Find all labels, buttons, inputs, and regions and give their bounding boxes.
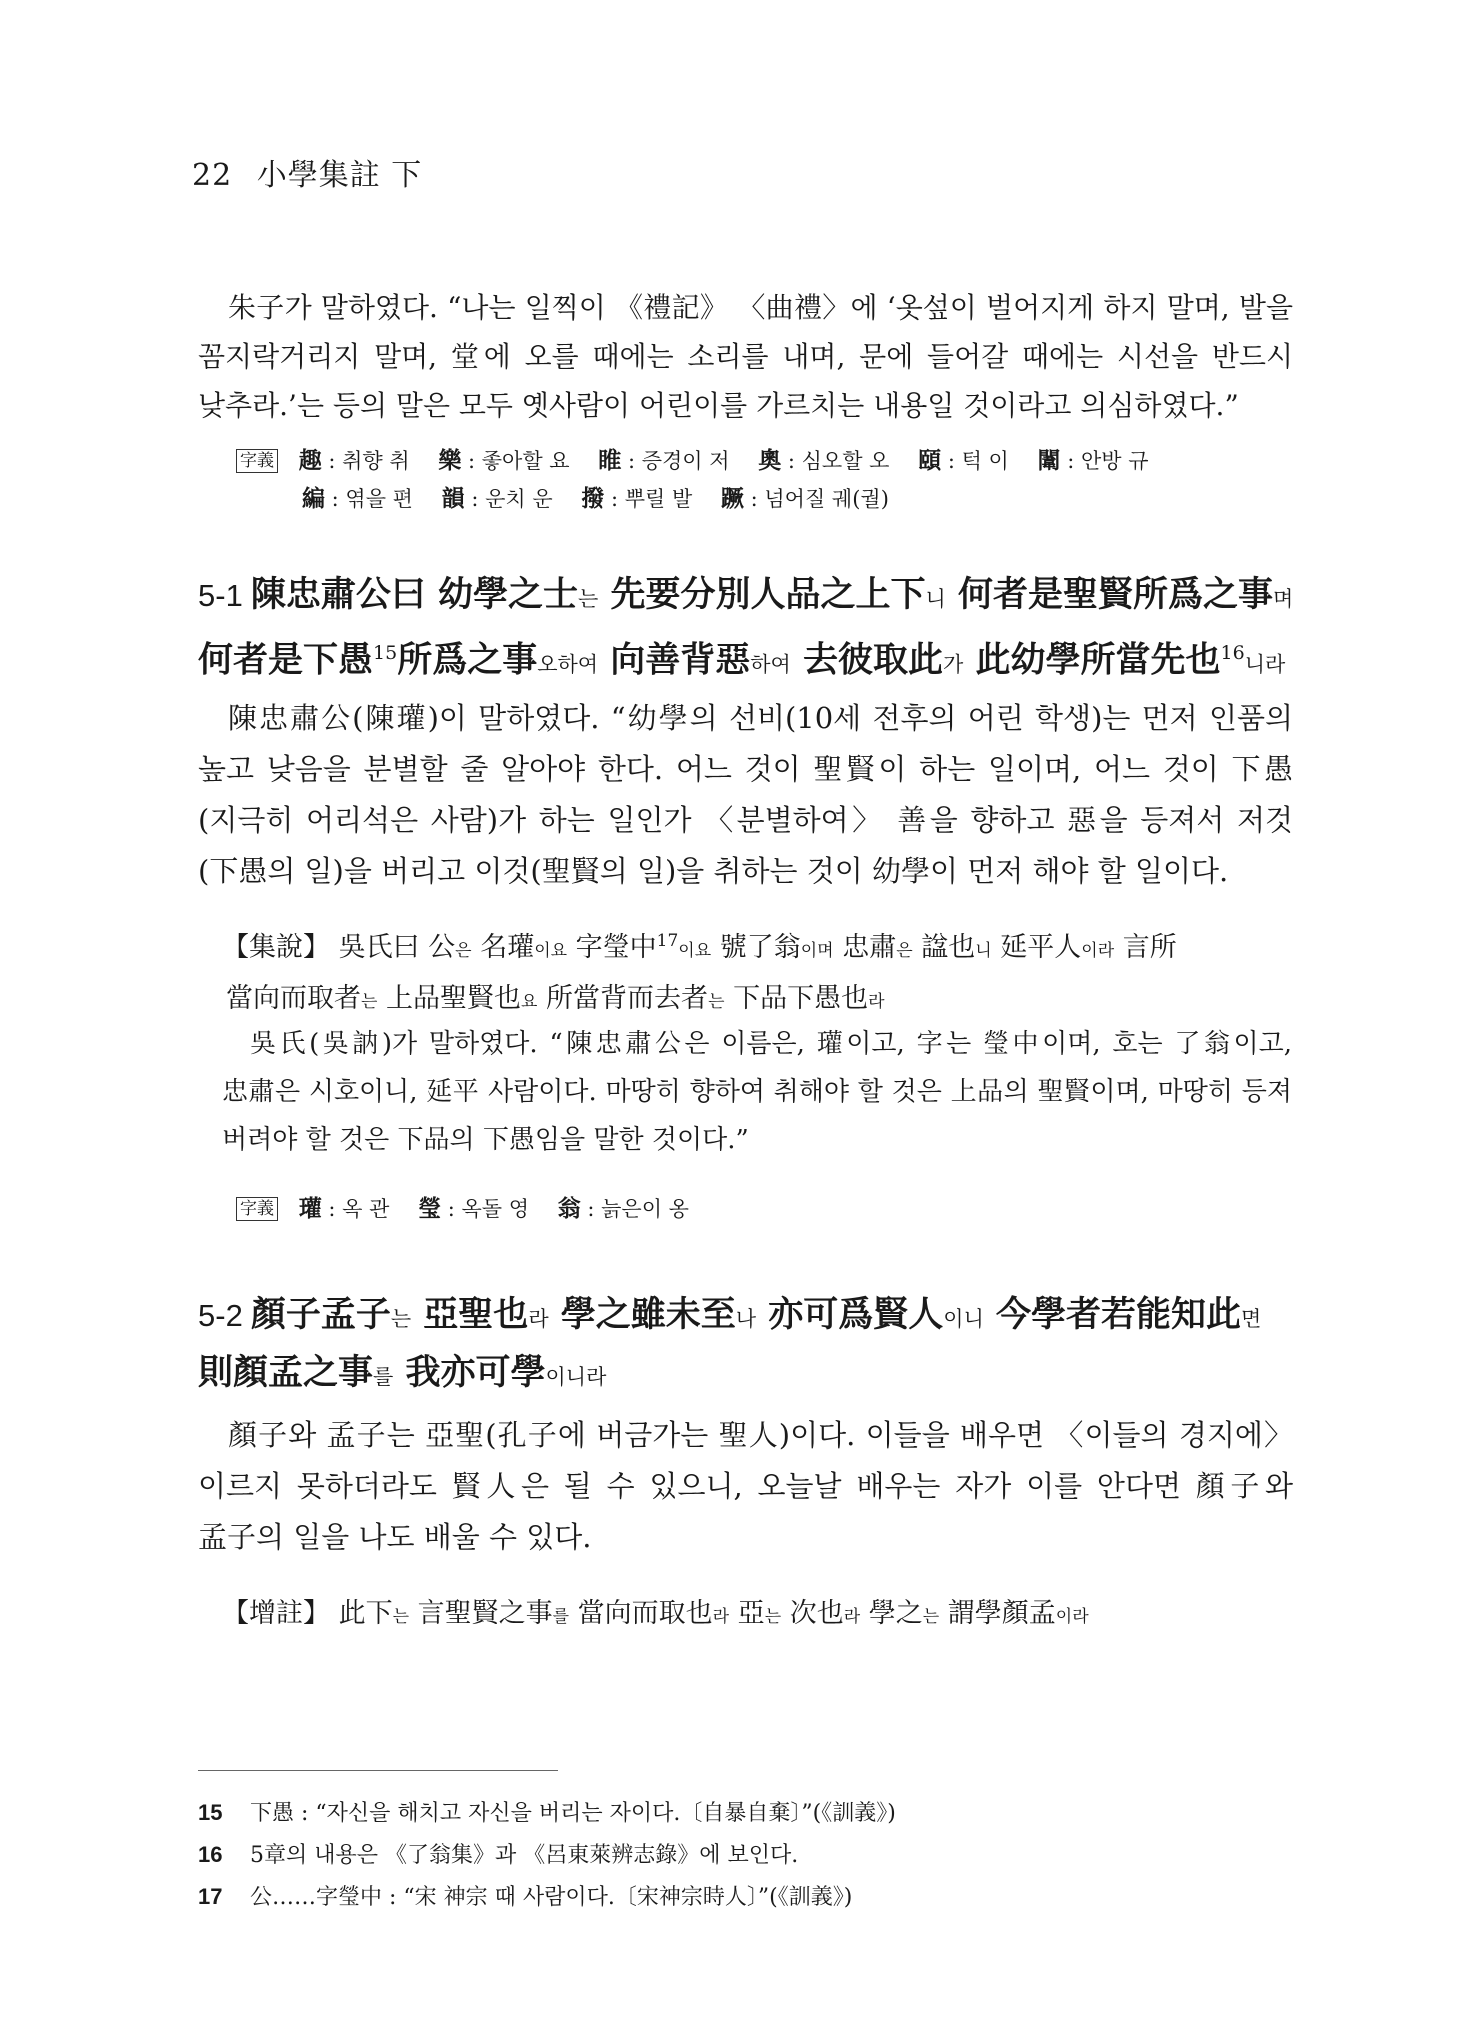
heading-line-1: 5-1 陳忠肅公曰 幼學之士는 先要分別人品之上下니 何者是聖賢所爲之事며 [198,574,1294,615]
ziyi-entry: 睢 : 증경이 저 [598,447,730,474]
heading-line-2: 何者是下愚$^{15}$所爲之事오하여 向善背惡하여 去彼取此가 此幼學所當先也$^{16}$니라 [198,639,1286,681]
section-5-1-heading [198,568,1298,692]
footnote-16: 16 5章의 내용은 《了翁集》과 《呂東萊辨志錄》에 보인다. [198,1842,799,1868]
ziyi-entry: 韻 : 운치 운 [441,485,553,512]
ziyi-row-1 [236,1190,711,1228]
zengzhu-label: 【增註】 [222,1598,330,1629]
jishuo-label: 【集說】 [222,932,330,963]
ziyi-entry: 趣 : 취향 취 [298,447,410,474]
jishuo-translation: 吳氏(吳訥)가 말하였다. “陳忠肅公은 이름은, 瓘이고, 字는 瑩中이며, 호는 了翁이고, 忠肅은 시호이니, 延平 사람이다. 마땅히 향하여 취해야 할 것은 上品의 聖賢이며, 마땅히 등져 버려야 할 것은 下品의 下愚임을 말한 것이다.” [222,1029,1292,1155]
ziyi-entry: 撥 : 뿌릴 발 [581,485,693,512]
ziyi-block-2 [236,1190,711,1228]
ziyi-block-1 [236,442,1171,518]
ziyi-entry: 蹶 : 넘어질 궤(궐) [720,485,889,512]
ziyi-entry: 瑩 : 옥돌 영 [418,1195,530,1222]
heading-line-1: 5-2 顏子孟子는 亞聖也라 學之雖未至나 亦可爲賢人이니 今學者若能知此면 [198,1294,1262,1335]
ziyi-entry: 樂 : 좋아할 요 [438,447,570,474]
footnote-17: 17 公……字瑩中 : “宋 神宗 때 사람이다.〔宋神宗時人〕”(《訓義》) [198,1884,853,1910]
zengzhu-commentary: 【增註】 此下는 言聖賢之事를 當向而取也라 亞는 次也라 學之는 謂學顏孟이라 [222,1598,1089,1629]
footnote-divider [198,1770,558,1771]
section-number: 5-2 [198,1298,243,1333]
section-number: 5-1 [198,578,243,613]
page-header [192,150,422,194]
intro-paragraph: 朱子가 말하였다. “나는 일찍이 《禮記》 〈曲禮〉에 ‘옷섶이 벌어지게 하지 말며, 발을 꼼지락거리지 말며, 堂에 오를 때에는 소리를 내며, 문에 들어갈 때에는 시선을 반드시 낮추라.’는 등의 말은 모두 옛사람이 어린이를 가르치는 내용일 것이라고 의심하였다.” [198,291,1293,422]
footnote-ref-16[interactable]: 16 [1220,642,1245,664]
ziyi-tag: 字義 [236,449,278,473]
ziyi-entry: 編 : 엮을 편 [302,485,413,512]
page-number: 22 [192,158,233,193]
section-5-2-translation: 顏子와 孟子는 亞聖(孔子에 버금가는 聖人)이다. 이들을 배우면 〈이들의 경지에〉 이르지 못하더라도 賢人은 될 수 있으니, 오늘날 배우는 자가 이를 안다면 顏子와 孟子의 일을 나도 배울 수 있다. [198,1418,1293,1554]
ziyi-row-1 [236,442,1171,480]
ziyi-entry: 瓘 : 옥 관 [298,1195,390,1222]
ziyi-tag: 字義 [236,1197,278,1221]
footnote-ref-15[interactable]: 15 [373,642,398,664]
heading-line-2: 則顏孟之事를 我亦可學이니라 [198,1352,607,1393]
jishuo-line-2: 當向而取者는 上品聖賢也요 所當背而去者는 下品下愚也라 [226,983,885,1014]
footnote-15: 15 下愚 : “자신을 해치고 자신을 버리는 자이다.〔自暴自棄〕”(《訓義》) [198,1800,896,1826]
jishuo-line-1: 【集說】 吳氏曰 公은 名瓘이요 字瑩中$^{17}$이요 號了翁이며 忠肅은 諡也니 延平人이라 言所 [222,931,1177,963]
ziyi-entry: 頤 : 턱 이 [918,447,1009,474]
footnote-ref-17[interactable]: 17 [656,931,679,951]
jishuo-commentary [222,918,1292,1026]
book-title: 小學集註 下 [256,158,423,193]
ziyi-row-2 [236,480,1171,518]
section-5-1-translation: 陳忠肅公(陳瓘)이 말하였다. “幼學의 선비(10세 전후의 어린 학생)는 먼저 인품의 높고 낮음을 분별할 줄 알아야 한다. 어느 것이 聖賢이 하는 일이며, 어느 것이 下愚(지극히 어리석은 사람)가 하는 일인가 〈분별하여〉 善을 향하고 惡을 등져서 저것(下愚의 일)을 버리고 이것(聖賢의 일)을 취하는 것이 幼學이 먼저 해야 할 일이다. [198,701,1293,888]
ziyi-entry: 奧 : 심오할 오 [758,447,890,474]
ziyi-entry: 翁 : 늙은이 옹 [557,1195,689,1222]
section-5-2-heading [198,1288,1298,1404]
ziyi-entry: 闈 : 안방 규 [1037,447,1149,474]
